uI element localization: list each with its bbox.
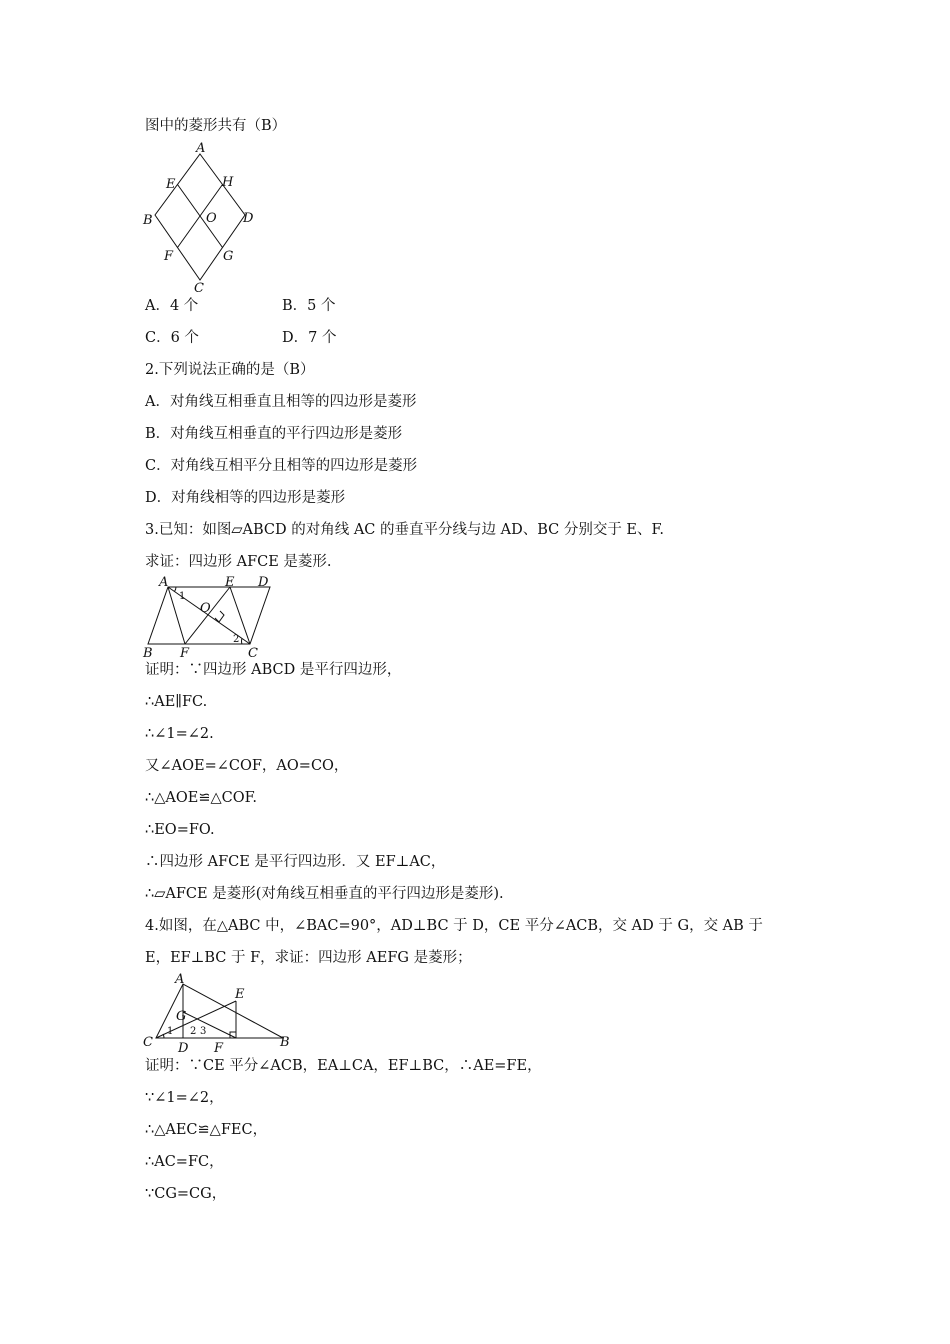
label-d: D — [243, 211, 254, 226]
q4-proof-line-4: ∴AC=FC， — [145, 1154, 224, 1170]
q4-triangle-figure — [138, 972, 296, 1054]
q3-proof-line-2: ∴AE∥FC. — [145, 694, 208, 710]
label-h: H — [222, 175, 234, 190]
q3-parallelogram-figure — [140, 576, 280, 658]
q4-stem-line-2: E，EF⊥BC 于 F，求证：四边形 AEFG 是菱形； — [145, 950, 472, 966]
label-f: F — [180, 646, 190, 658]
label-o: O — [206, 211, 217, 226]
q3-proof-line-4: 又∠AOE=∠COF，AO=CO， — [145, 758, 349, 774]
q3-proof-line-1: 证明：∵四边形 ABCD 是平行四边形， — [145, 662, 402, 678]
q1-option-d: D．7 个 — [282, 330, 337, 346]
label-f: F — [164, 249, 174, 264]
label-a: A — [159, 576, 169, 590]
q2-option-a: A．对角线互相垂直且相等的四边形是菱形 — [145, 394, 417, 410]
label-e: E — [225, 576, 235, 590]
q1-option-a: A．4 个 — [145, 298, 199, 314]
q3-proof-line-5: ∴△AOE≌△COF. — [145, 790, 258, 806]
label-angle-1: 1 — [179, 591, 186, 602]
label-angle-2: 2 — [190, 1026, 197, 1037]
q2-option-d: D．对角线相等的四边形是菱形 — [145, 490, 346, 506]
label-angle-3: 3 — [200, 1026, 207, 1037]
label-d: D — [178, 1041, 189, 1054]
label-a: A — [175, 972, 185, 987]
angle-1-arc — [175, 587, 177, 592]
q2-stem: 2.下列说法正确的是（B） — [145, 362, 315, 378]
label-f: F — [214, 1041, 224, 1054]
label-b: B — [280, 1035, 290, 1050]
label-b: B — [143, 213, 153, 228]
q3-proof-line-6: ∴EO=FO. — [145, 822, 215, 838]
q1-rhombus-figure — [140, 140, 265, 295]
label-angle-1: 1 — [167, 1026, 174, 1037]
label-d: D — [258, 576, 269, 590]
label-a: A — [196, 141, 206, 156]
label-o: O — [200, 601, 211, 616]
q1-option-b: B．5 个 — [282, 298, 336, 314]
q4-proof-line-2: ∵∠1=∠2， — [145, 1090, 224, 1106]
q3-stem: 3.已知：如图▱ABCD 的对角线 AC 的垂直平分线与边 AD、BC 分别交于 E、F. — [145, 522, 664, 538]
q4-proof-line-5: ∵CG=CG， — [145, 1186, 227, 1202]
label-e: E — [166, 177, 176, 192]
label-e: E — [235, 987, 245, 1002]
label-g: G — [223, 249, 234, 264]
q2-option-b: B．对角线互相垂直的平行四边形是菱形 — [145, 426, 403, 442]
q1-stem: 图中的菱形共有（B） — [145, 118, 287, 134]
q3-proof-line-8: ∴▱AFCE 是菱形(对角线互相垂直的平行四边形是菱形). — [145, 886, 504, 902]
label-g: G — [176, 1009, 187, 1024]
q4-proof-line-1: 证明：∵CE 平分∠ACB，EA⊥CA，EF⊥BC，∴AE=FE， — [145, 1058, 542, 1074]
q4-proof-line-3: ∴△AEC≌△FEC， — [145, 1122, 268, 1138]
q3-prove: 求证：四边形 AFCE 是菱形. — [145, 554, 332, 570]
q2-option-c: C．对角线互相平分且相等的四边形是菱形 — [145, 458, 418, 474]
q4-stem-line-1: 4.如图，在△ABC 中，∠BAC=90°，AD⊥BC 于 D，CE 平分∠ACB，交 AD 于 G，交 AB 于 — [145, 918, 763, 934]
label-b: B — [143, 646, 153, 658]
label-c: C — [143, 1035, 153, 1050]
label-angle-2: 2 — [233, 634, 240, 645]
label-c: C — [248, 646, 258, 658]
label-c: C — [194, 281, 204, 295]
q3-proof-line-7: ∴四边形 AFCE 是平行四边形．又 EF⊥AC， — [145, 854, 446, 870]
q1-option-c: C．6 个 — [145, 330, 199, 346]
q3-proof-line-3: ∴∠1=∠2. — [145, 726, 214, 742]
